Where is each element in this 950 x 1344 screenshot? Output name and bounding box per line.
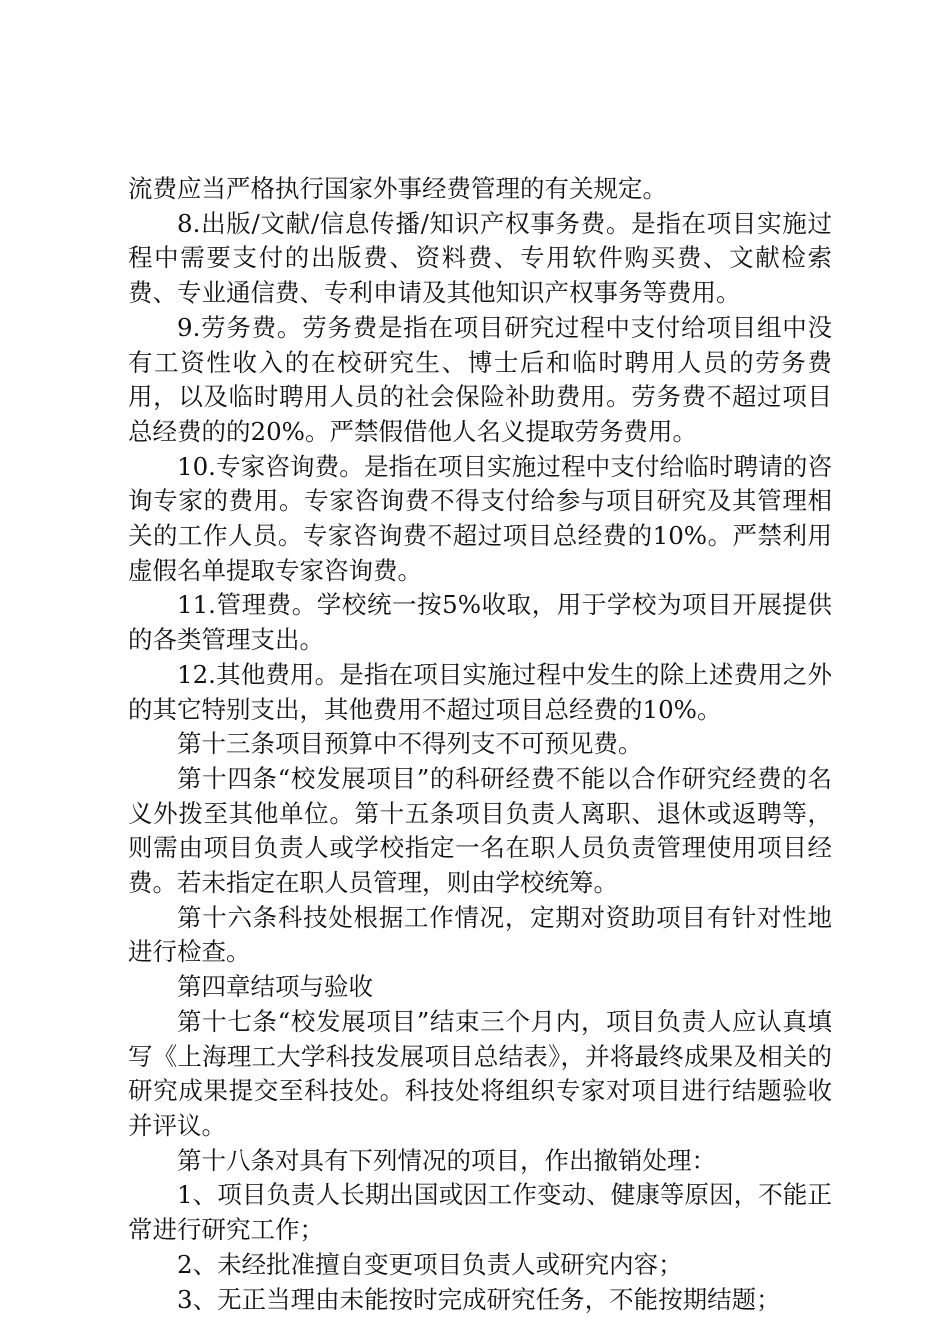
document-body [128,172,832,1317]
paragraph-7: 第十三条项目预算中不得列支不可预见费。 [177,729,643,759]
paragraph-6: 12.其他费用。是指在项目实施过程中发生的除上述费用之外的其它特别支出，其他费用不超过项目总经费的10%。 [128,659,832,724]
paragraph-9: 第十六条科技处根据工作情况，定期对资助项目有针对性地进行检查。 [128,902,832,967]
list-item-3: 3、无正当理由未能按时完成研究任务，不能按期结题； [177,1284,781,1314]
paragraph-4: 10.专家咨询费。是指在项目实施过程中支付给临时聘请的咨询专家的费用。专家咨询费不得支付给参与项目研究及其管理相关的工作人员。专家咨询费不超过项目总经费的10%。严禁利用虚假名单提取专家咨询费。 [128,451,832,585]
list-item-2: 2、未经批准擅自变更项目负责人或研究内容； [177,1249,683,1279]
paragraph-8: 第十四条“校发展项目”的科研经费不能以合作研究经费的名义外拨至其他单位。第十五条项目负责人离职、退休或返聘等，则需由项目负责人或学校指定一名在职人员负责管理使用项目经费。若未指定在职人员管理，则由学校统筹。 [128,763,832,898]
paragraph-3: 9.劳务费。劳务费是指在项目研究过程中支付给项目组中没有工资性收入的在校研究生、博士后和临时聘用人员的劳务费用，以及临时聘用人员的社会保险补助费用。劳务费不超过项目总经费的的20%。严禁假借他人名义提取劳务费用。 [128,312,832,446]
paragraph-1: 流费应当严格执行国家外事经费管理的有关规定。 [128,174,667,203]
paragraph-11: 第十七条“校发展项目”结束三个月内，项目负责人应认真填写《上海理工大学科技发展项目总结表》，并将最终成果及相关的研究成果提交至科技处。科技处将组织专家对项目进行结题验收并评议。 [128,1006,832,1140]
chapter-heading: 第四章结项与验收 [177,972,373,1002]
list-item-1: 1、项目负责人长期出国或因工作变动、健康等原因，不能正常进行研究工作； [128,1180,832,1245]
paragraph-2: 8.出版/文献/信息传播/知识产权事务费。是指在项目实施过程中需要支付的出版费、资料费、专用软件购买费、文献检索费、专业通信费、专利申请及其他知识产权事务等费用。 [128,208,832,308]
paragraph-12: 第十八条对具有下列情况的项目，作出撤销处理： [177,1145,716,1175]
paragraph-5: 11.管理费。学校统一按5%收取，用于学校为项目开展提供的各类管理支出。 [128,590,832,655]
